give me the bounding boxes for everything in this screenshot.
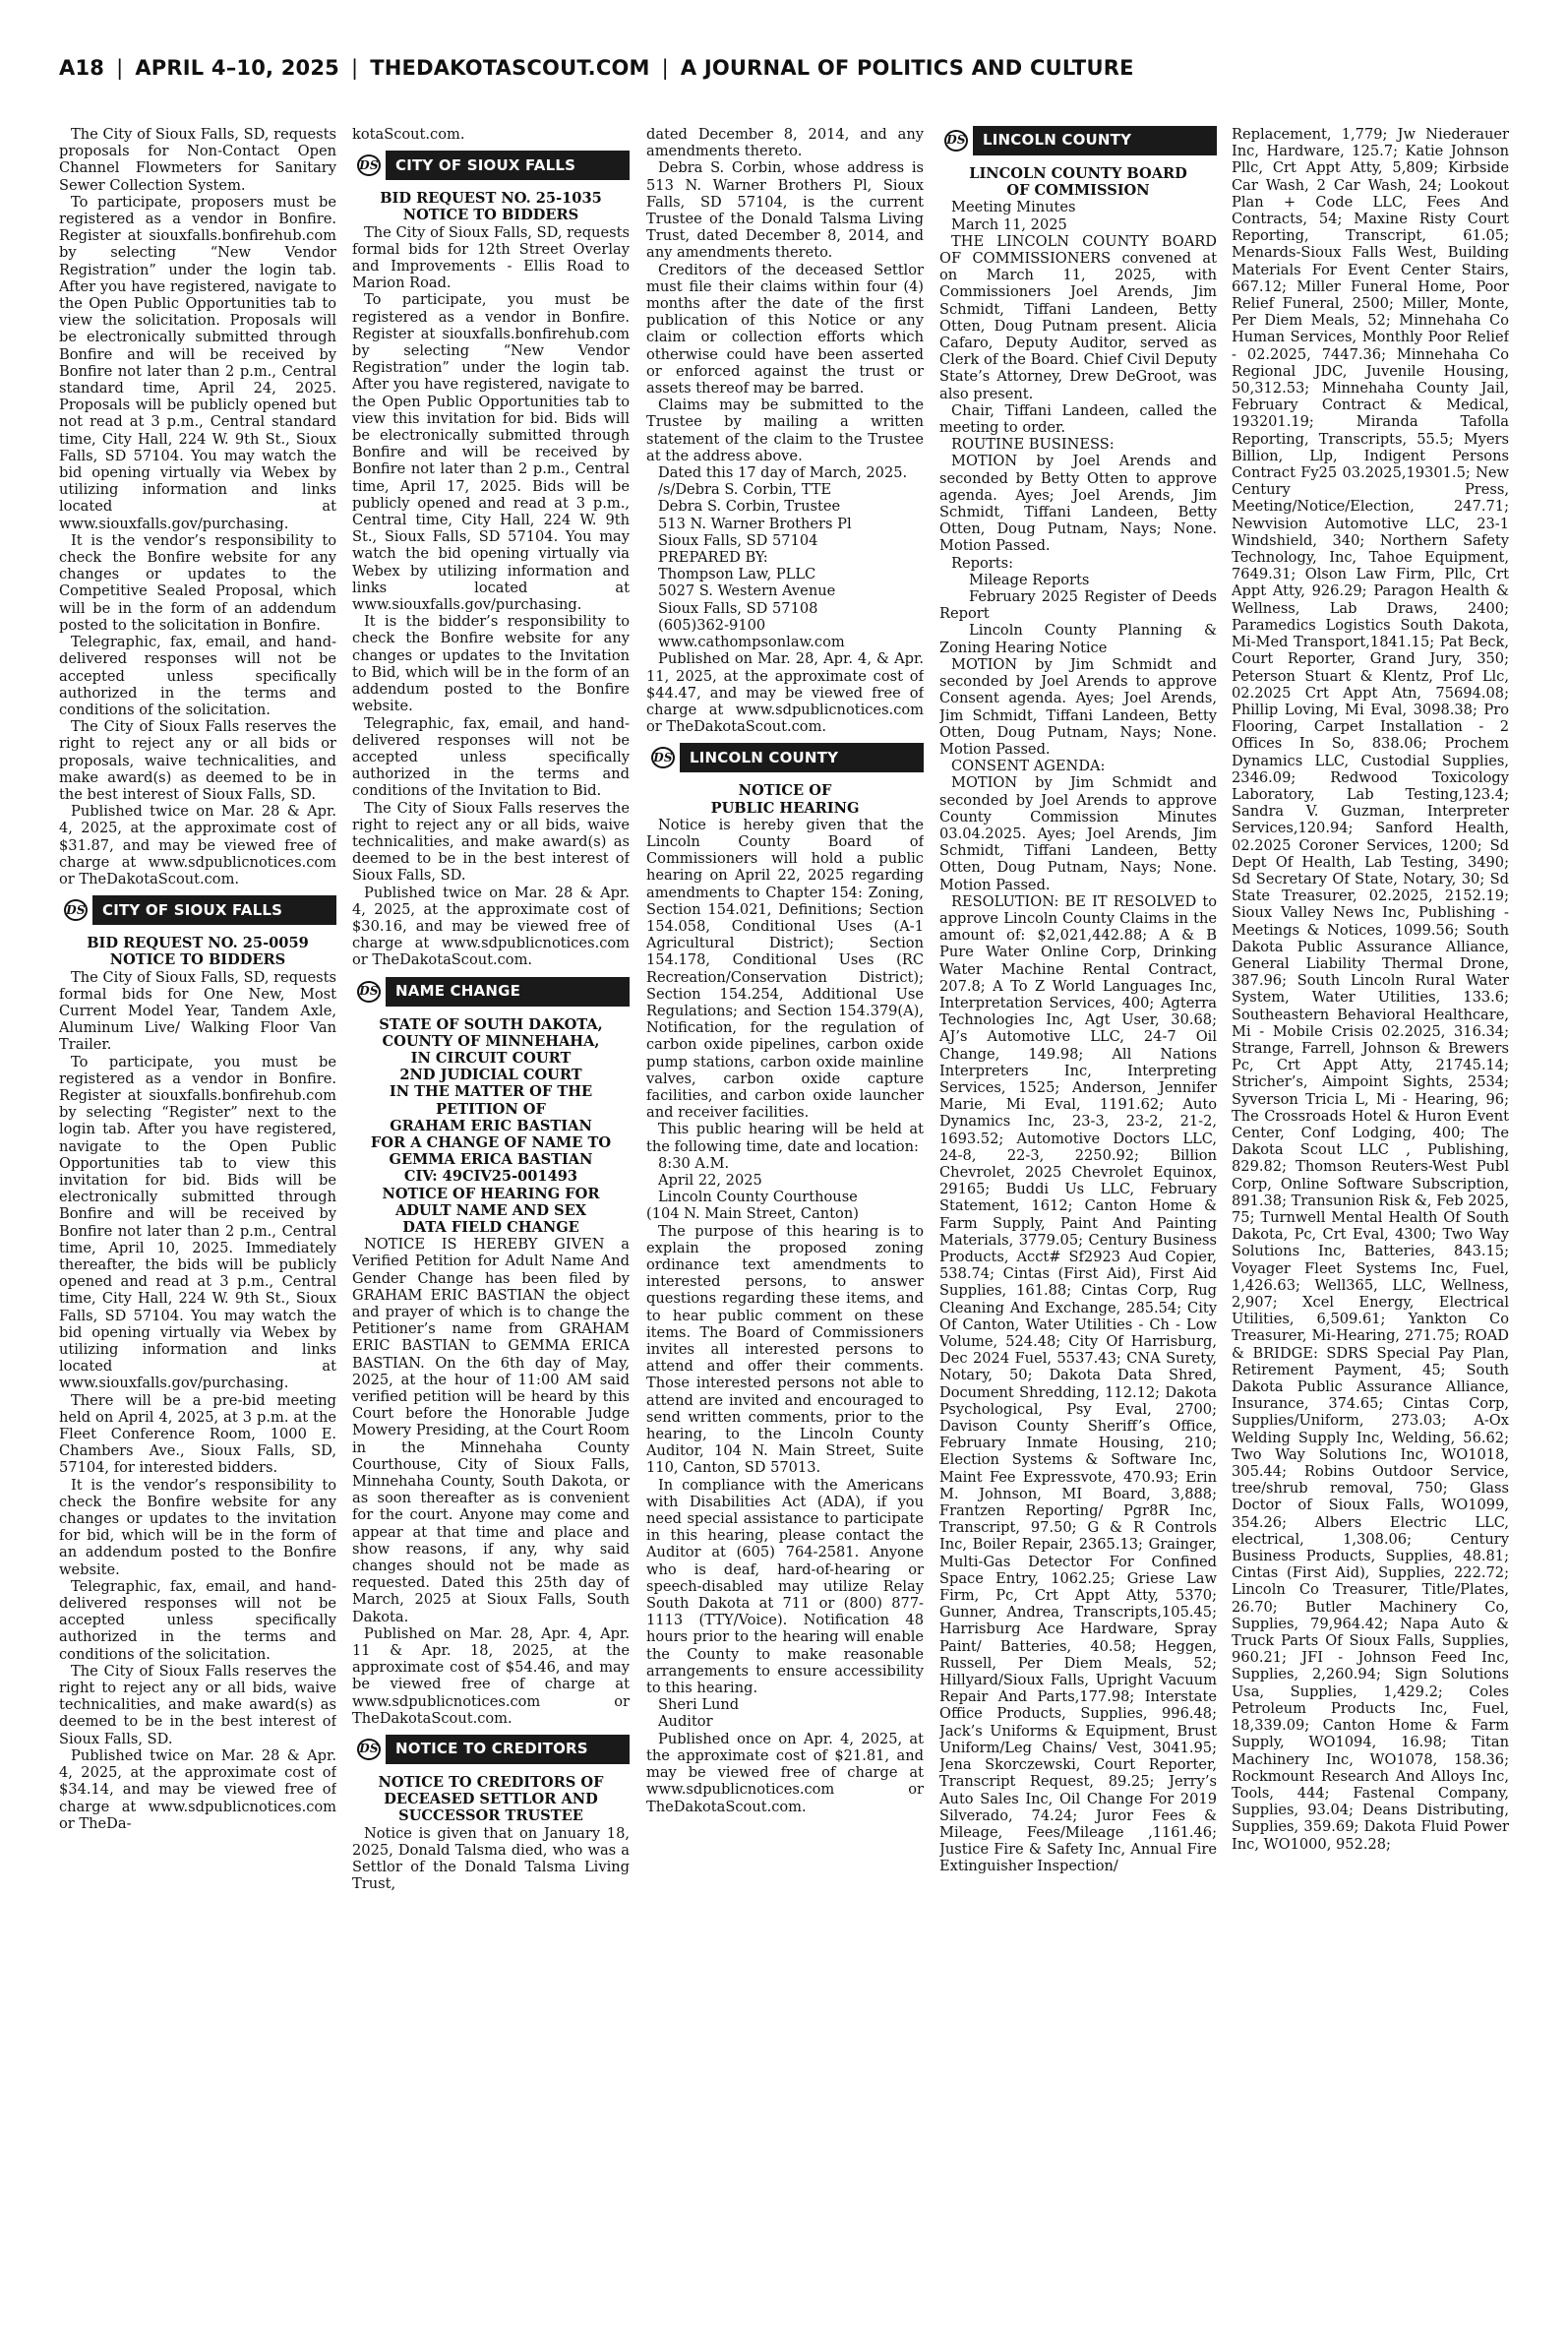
column-5 <box>1232 126 1509 2312</box>
paragraph: MOTION by Jim Schmidt and seconded by Joel Arends to approve Consent agenda. Ayes; Joel Arends, Jim Schmidt, Tiffani Landeen, Betty Otten, Doug Putnam, Nays; None. Motion Passed. <box>939 655 1217 758</box>
paragraph: Published once on Apr. 4, 2025, at the approximate cost of $21.81, and may be viewed free of charge at www.sdpublicnotices.com or TheDakotaScout.com. <box>646 1730 924 1815</box>
notice-heading: CIV: 49CIV25-001493 <box>403 1168 578 1186</box>
paragraph: Telegraphic, fax, email, and hand-delivered responses will not be accepted unless specifically authorized in the terms and conditions of the solicitation. <box>59 1577 336 1663</box>
notice-heading: 2ND JUDICIAL COURT <box>399 1067 582 1084</box>
notice-heading: NOTICE TO BIDDERS <box>402 207 579 224</box>
paragraph: RESOLUTION: BE IT RESOLVED to approve Lincoln County Claims in the amount of: $2,021,442.88; A & B Pure Water Online Corp, Drinking Water Machine Rental Contract, 207.8; A To Z World Languages Inc, Interpretation Services, 400; Agterra Technologies Inc, Agt User, 30.68; AJ’s Automotive LLC, 24-7 Oil Change, 149.98; All Nations Interpreters Inc, Interpreting Services, 1525; Anderson, Jennifer Marie, Mi Eval, 1191.62; Auto Dynamics Inc, 23-3, 23-2, 21-2, 1693.52; Automotive Doctors LLC, 24-8, 22-3, 2250.92; Billion Chevrolet, 2025 Chevrolet Equinox, 29165; Buddi Us LLC, February Statement, 1612; Canton Home & Farm Supply, Paint And Painting Materials, 3779.05; Century Business Products, Acct# Sf2923 Aud Copier, 538.74; Cintas (First Aid), First Aid Supplies, 161.88; Cintas Corp, Rug Cleaning And Exchange, 285.54; City Of Canton, Water Utilities - Ch - Low Volume, 524.48; City Of Harrisburg, Dec 2024 Fuel, 5537.43; CNA Surety, Notary, 50; Dakota Data Shred, Document Shredding, 112.12; Dakota Psychological, Psy Eval, 2700; Davison County Sheriff’s Office, February Inmate Housing, 210; Election Systems & Software Inc, Maint Fee Expressvote, 470.93; Erin M. Johnson, MI Board, 3,888; Frantzen Reporting/ Pgr8R Inc, Transcript, 97.50; G & R Controls Inc, Boiler Repair, 2365.13; Grainger, Multi-Gas Detector For Confined Space Entry, 1062.25; Griese Law Firm, Pc, Crt Appt Atty, 5370; Gunner, Andrea, Transcripts,105.45; Harrisburg Ace Hardware, Spray Paint/ Batteries, 40.58; Heggen, Russell, Per Diem Meals, 52; Hillyard/Sioux Falls, Upright Vacuum Repair And Parts,177.98; Interstate Office Products, Supplies, 996.48; Jack’s Uniforms & Equipment, Brust Uniform/Leg Chains/ Vest, 3041.95; Jena Skorczewski, Court Reporter, Transcript Request, 89.25; Jerry’s Auto Sales Inc, Oil Change For 2019 Silverado, 74.24; Juror Fees & Mileage, Fees/Mileage ,1161.46; Justice Fire & Safety Inc, Annual Fire Extinguisher Inspection/ <box>939 892 1217 1875</box>
paragraph: The City of Sioux Falls reserves the right to reject any or all bids, waive technicalities, and make award(s) as deemed to be in the best interest of Sioux Falls, SD. <box>352 799 630 885</box>
column-3 <box>646 126 924 2312</box>
column-4 <box>939 126 1217 2312</box>
scout-logo-icon: DS <box>59 895 92 925</box>
paragraph: This public hearing will be held at the following time, date and location: <box>646 1121 924 1155</box>
column-2 <box>352 126 630 2312</box>
paragraph: Published on Mar. 28, Apr. 4, Apr. 11 & Apr. 18, 2025, at the approximate cost of $54.46, and may be viewed free of charge at www.sdpublicnotices.com or TheDakotaScout.com. <box>352 1624 630 1727</box>
signature-line: (605)362-9100 <box>658 616 766 634</box>
paragraph: THE LINCOLN COUNTY BOARD OF COMMISSIONERS convened at on March 11, 2025, with Commissioners Joel Arends, Jim Schmidt, Tiffani Landeen, Betty Otten, Doug Putnam present. Alicia Cafaro, Deputy Auditor, served as Clerk of the Board. Chief Civil Deputy State’s Attorney, Drew DeGroot, was also present. <box>939 232 1217 402</box>
paragraph: The City of Sioux Falls reserves the right to reject any or all bids or proposals, waive technicalities, and make award(s) as deemed to be in the best interest of Sioux Falls, SD. <box>59 718 336 803</box>
paragraph: Replacement, 1,779; Jw Niederauer Inc, Hardware, 125.7; Katie Johnson Pllc, Crt Appt Atty, 5,809; Kirbside Car Wash, 2 Car Wash, 24; Lookout Plan + Code LLC, Fees And Contracts, 54; Maxine Risty Court Reporting, Transcript, 61.05; Menards-Sioux Falls West, Building Materials For Event Center Stairs, 667.12; Miller Funeral Home, Poor Relief Funeral, 2500; Miller, Monte, Per Diem Meals, 52; Minnehaha Co Human Services, Monthly Poor Relief - 02.2025, 7447.36; Minnehaha Co Regional JDC, Juvenile Housing, 50,312.53; Minnehaha County Jail, February Contract & Medical, 193201.19; Miranda Tafolla Reporting, Transcripts, 55.5; Myers Billion, Llp, Indigent Persons Contract Fy25 03.2025,19301.5; New Century Press, Meeting/Notice/Election, 247.71; Newvision Automotive LLC, 23-1 Windshield, 340; Northern Safety Technology, Inc, Tahoe Equipment, 7649.31; Olson Law Firm, Pllc, Crt Appt Atty, 926.29; Paragon Health & Wellness, Lab Draws, 2400; Paramedics Logistics South Dakota, Mi-Med Transport,1841.15; Pat Beck, Court Reporter, Grand Jury, 350; Peterson Stuart & Klentz, Prof Llc, 02.2025 Crt Appt Atn, 75694.08; Phillip Loving, Mi Eval, 3098.38; Pro Flooring, Carpet Installation - 2 Offices In So, 838.06; Prochem Dynamics LLC, Custodial Supplies, 2346.09; Redwood Toxicology Laboratory, Lab Testing,123.4; Sandra V. Guzman, Interpreter Services,120.94; Sanford Health, 02.2025 Coroner Services, 1200; Sd Dept Of Health, Lab Testing, 3490; Sd Secretary Of State, Notary, 30; Sd State Treasurer, 02.2025, 2152.19; Sioux Valley News Inc, Publishing - Meetings & Notices, 1099.56; South Dakota Public Assurance Alliance, General Liability Thermal Drone, 387.96; South Lincoln Rural Water System, Water Utilities, 133.6; Southeastern Behavioral Healthcare, Mi - Mobile Crisis 02.2025, 316.34; Strange, Farrell, Johnson & Brewers Pc, Crt Appt Atty, 21745.14; Stricher’s, Aimpoint Sights, 2534; Syverson Tricia L, Mi - Hearing, 96; The Crossroads Hotel & Huron Event Center, Conf Lodging, 400; The Dakota Scout LLC , Publishing, 829.82; Thomson Reuters-West Publ Corp, Online Software Subscription, 891.38; Transunion Risk &, Feb 2025, 75; Turnwell Mental Health Of South Dakota, Pc, Crt Eval, 4300; Two Way Solutions Inc, Batteries, 843.15; Voyager Fleet Systems Inc, Fuel, 1,426.63; Well365, LLC, Wellness, 2,907; Xcel Energy, Electrical Utilities, 6,509.61; Yankton Co Treasurer, Mi-Hearing, 271.75; ROAD & BRIDGE: SDRS Special Pay Plan, Retirement Payment, 45; South Dakota Public Assurance Alliance, Insurance, 374.65; Cintas Corp, Supplies/Uniform, 273.03; A-Ox Welding Supply Inc, Welding, 56.62; Two Way Solutions Inc, WO1018, 305.44; Robins Outdoor Service, tree/shrub removal, 750; Glass Doctor of Sioux Falls, WO1099, 354.26; Albers Electric LLC, electrical, 1,308.06; Century Business Products, Supplies, 48.81; Cintas (First Aid), Supplies, 222.72; Lincoln Co Treasurer, Title/Plates, 26.70; Butler Machinery Co, Supplies, 79,964.42; Napa Auto & Truck Parts Of Sioux Falls, Supplies, 960.21; JFI - Johnson Feed Inc, Supplies, 2,260.94; Sign Solutions Usa, Supplies, 1,429.2; Coles Petroleum Products Inc, Fuel, 18,339.09; Canton Home & Farm Supply, WO1094, 16.98; Titan Machinery Inc, WO1078, 158.36; Rockmount Research And Alloys Inc, Tools, 444; Fastenal Company, Supplies, 93.04; Deans Distributing, Supplies, 359.69; Dakota Fluid Power Inc, WO1000, 952.28; <box>1232 126 1509 1853</box>
page-number: A18 <box>59 56 105 80</box>
section-bar-name-change <box>352 977 630 1007</box>
paragraph: kotaScout.com. <box>352 126 465 143</box>
scout-logo-icon: DS <box>352 977 386 1007</box>
signature-line: April 22, 2025 <box>658 1171 762 1189</box>
paragraph: Dated this 17 day of March, 2025. <box>658 464 908 482</box>
paragraph: It is the vendor’s responsibility to check the Bonfire website for any changes or updates to the invitation for bid, which will be in the form of an addendum posted to the Bonfire website. <box>59 1476 336 1578</box>
notice-heading: NOTICE TO BIDDERS <box>109 951 286 969</box>
paragraph: Telegraphic, fax, email, and hand-delivered responses will not be accepted unless specifically authorized in the terms and conditions of the Invitation to Bid. <box>352 714 630 800</box>
signature-line: Lincoln County Courthouse <box>658 1189 858 1206</box>
masthead-separator: | <box>116 56 124 80</box>
paragraph: The City of Sioux Falls, SD, requests proposals for Non-Contact Open Channel Flowmeters for Sanitary Sewer Collection System. <box>59 126 336 194</box>
notice-heading: PETITION OF <box>436 1100 546 1118</box>
signature-line: March 11, 2025 <box>951 215 1067 233</box>
notice-heading: BID REQUEST NO. 25-0059 <box>87 935 309 952</box>
signature-line: www.cathompsonlaw.com <box>658 634 845 651</box>
issue-date: APRIL 4–10, 2025 <box>135 56 339 80</box>
paragraph: Chair, Tiffani Landeen, called the meeting to order. <box>939 401 1217 437</box>
signature-line: 8:30 A.M. <box>658 1154 730 1172</box>
paragraph: There will be a pre-bid meeting held on April 4, 2025, at 3 p.m. at the Fleet Conference Room, 1000 E. Chambers Ave., Sioux Falls, SD, 57104, for interested bidders. <box>59 1391 336 1477</box>
section-bar-lincoln-county <box>939 126 1217 155</box>
paragraph: Published twice on Mar. 28 & Apr. 4, 2025, at the approximate cost of $31.87, and may be viewed free of charge at www.sdpublicnotices.com or TheDakotaScout.com. <box>59 803 336 887</box>
paragraph: CONSENT AGENDA: <box>951 758 1106 775</box>
notice-heading: ADULT NAME AND SEX <box>394 1201 587 1219</box>
notice-heading: COUNTY OF MINNEHAHA, <box>382 1032 600 1050</box>
notice-heading: PUBLIC HEARING <box>710 799 860 817</box>
notice-heading: IN CIRCUIT COURT <box>410 1049 572 1067</box>
legal-notices-columns <box>59 126 1509 2312</box>
tagline: A JOURNAL OF POLITICS AND CULTURE <box>680 56 1134 80</box>
signature-line: Debra S. Corbin, Trustee <box>658 498 841 516</box>
scout-logo-icon: DS <box>646 743 680 772</box>
column-1 <box>59 126 336 2312</box>
notice-heading: GEMMA ERICA BASTIAN <box>389 1151 593 1169</box>
scout-logo-icon: DS <box>352 151 386 180</box>
paragraph: To participate, you must be registered as a vendor in Bonfire. Register at siouxfalls.bonfirehub.com by selecting “New Vendor Registration” under the login tab. After you have registered, navigate to the Open Public Opportunities tab to view this invitation for bid. Bids will be electronically submitted through Bonfire and will be received by Bonfire not later than 2 p.m., Central time, April 17, 2025. Bids will be publicly opened and read at 3 p.m., Central time, City Hall, 224 W. 9th St., Sioux Falls, SD 57104. You may watch the bid opening virtually via Webex by utilizing information and links located at www.siouxfalls.gov/purchasing. <box>352 291 630 614</box>
signature-line: Sioux Falls, SD 57108 <box>658 599 818 617</box>
signature-line: PREPARED BY: <box>658 549 768 567</box>
report-item: February 2025 Register of Deeds Report <box>939 588 1217 623</box>
paragraph: In compliance with the Americans with Disabilities Act (ADA), if you need special assistance to participate in this hearing, please contact the Auditor at (605) 764-2581. Anyone who is deaf, hard-of-hearing or speech-disabled may utilize Relay South Dakota at 711 or (800) 877-1113 (TTY/Voice). Notification 48 hours prior to the hearing will enable the County to make reasonable arrangements to ensure accessibility to this hearing. <box>646 1476 924 1697</box>
masthead-separator: | <box>661 56 669 80</box>
signature-line: Auditor <box>658 1713 713 1731</box>
signature-line: Thompson Law, PLLC <box>658 566 816 583</box>
notice-heading: LINCOLN COUNTY BOARD <box>969 165 1187 182</box>
report-item: Mileage Reports <box>969 571 1090 588</box>
paragraph: The purpose of this hearing is to explain the proposed zoning ordinance text amendments to interested persons, to answer questions regarding these items, and to hear public comment on these items. The Board of Commissioners invites all interested persons to attend and offer their comments. Those interested persons not able to attend are invited and encouraged to send written comments, prior to the hearing, to the Lincoln County Auditor, 104 N. Main Street, Suite 110, Canton, SD 57013. <box>646 1222 924 1477</box>
section-bar-notice-to-creditors <box>352 1735 630 1764</box>
notice-heading: SUCCESSOR TRUSTEE <box>398 1807 583 1825</box>
section-bar-city-of-sioux-falls <box>352 151 630 180</box>
section-bar-label: NAME CHANGE <box>395 981 521 1000</box>
paragraph: Notice is given that on January 18, 2025, Donald Talsma died, who was a Settlor of the Donald Talsma Living Trust, <box>352 1824 630 1893</box>
paragraph: Debra S. Corbin, whose address is 513 N. Warner Brothers Pl, Sioux Falls, SD 57104, is the current Trustee of the Donald Talsma Living Trust, dated December 8, 2014, and any amendments thereto. <box>646 159 924 262</box>
signature-line: 513 N. Warner Brothers Pl <box>658 515 852 532</box>
signature-line: Sheri Lund <box>658 1696 740 1714</box>
paragraph: ROUTINE BUSINESS: <box>951 436 1115 454</box>
masthead <box>59 51 1509 85</box>
scout-logo-icon: DS <box>939 126 973 155</box>
paragraph: Claims may be submitted to the Trustee by mailing a written statement of the claim to the Trustee at the address above. <box>646 397 924 464</box>
section-bar-lincoln-county <box>646 743 924 772</box>
paragraph: The City of Sioux Falls reserves the right to reject any or all bids, waive technicalities, and make award(s) as deemed to be in the best interest of Sioux Falls, SD. <box>59 1662 336 1747</box>
notice-heading: BID REQUEST NO. 25-1035 <box>380 190 602 208</box>
notice-heading: DATA FIELD CHANGE <box>402 1218 579 1236</box>
paragraph: To participate, you must be registered as a vendor in Bonfire. Register at siouxfalls.bonfirehub.com by selecting “Register” next to the login tab. After you have registered, navigate to the Open Public Opportunities tab to view this invitation for bid. Bids will be electronically submitted through Bonfire and will be received by Bonfire not later than 2 p.m., Central time, April 10, 2025. Immediately thereafter, the bids will be publicly opened and read at 3 p.m., Central time, City Hall, 224 W. 9th St., Sioux Falls, SD 57104. You may watch the bid opening virtually via Webex by utilizing information and links located at www.siouxfalls.gov/purchasing. <box>59 1053 336 1392</box>
notice-heading: NOTICE OF <box>738 782 832 800</box>
paragraph: Reports: <box>951 554 1013 572</box>
signature-line: /s/Debra S. Corbin, TTE <box>658 481 832 499</box>
notice-heading: OF COMMISSION <box>1006 182 1150 200</box>
paragraph: Published twice on Mar. 28 & Apr. 4, 2025, at the approximate cost of $34.14, and may be viewed free of charge at www.sdpublicnotices.com or TheDa- <box>59 1746 336 1832</box>
signature-line: 5027 S. Western Avenue <box>658 582 836 600</box>
paragraph: MOTION by Jim Schmidt and seconded by Joel Arends to approve County Commission Minutes 03.04.2025. Ayes; Joel Arends, Jim Schmidt, Tiffani Landeen, Betty Otten, Doug Putnam, Nays; None. Motion Passed. <box>939 774 1217 893</box>
section-bar-city-of-sioux-falls <box>59 895 336 925</box>
paragraph: MOTION by Joel Arends and seconded by Betty Otten to approve agenda. Ayes; Joel Arends, Jim Schmidt, Tiffani Landeen, Betty Otten, Doug Putnam, Nays; None. Motion Passed. <box>939 453 1217 555</box>
paragraph: The City of Sioux Falls, SD, requests formal bids for 12th Street Overlay and Improvements - Ellis Road to Marion Road. <box>352 223 630 292</box>
paragraph: NOTICE IS HEREBY GIVEN a Verified Petition for Adult Name And Gender Change has been filed by GRAHAM ERIC BASTIAN the object and prayer of which is to change the Petitioner’s name from GRAHAM ERIC BASTIAN to GEMMA ERICA BASTIAN. On the 6th day of May, 2025, at the hour of 11:00 AM said verified petition will be heard by this Court before the Honorable Judge Mowery Presiding, at the Court Room in the Minnehaha County Courthouse, City of Sioux Falls, Minnehaha County, South Dakota, or as soon thereafter as is convenient for the court. Anyone may come and appear at that time and place and show reasons, if any, why said changes should not be made as requested. Dated this 25th day of March, 2025 at Sioux Falls, South Dakota. <box>352 1236 630 1625</box>
section-bar-label: NOTICE TO CREDITORS <box>395 1740 588 1758</box>
section-bar-label: CITY OF SIOUX FALLS <box>395 155 576 174</box>
paragraph: dated December 8, 2014, and any amendments thereto. <box>646 126 924 160</box>
paragraph: Published twice on Mar. 28 & Apr. 4, 2025, at the approximate cost of $30.16, and may be viewed free of charge at www.sdpublicnotices.com or TheDakotaScout.com. <box>352 884 630 969</box>
paragraph: Published on Mar. 28, Apr. 4, & Apr. 11, 2025, at the approximate cost of $44.47, and may be viewed free of charge at www.sdpublicnotices.com or TheDakotaScout.com. <box>646 650 924 736</box>
notice-heading: STATE OF SOUTH DAKOTA, <box>379 1015 603 1033</box>
notice-heading: NOTICE OF HEARING FOR <box>382 1185 600 1202</box>
section-bar-label: CITY OF SIOUX FALLS <box>102 900 283 919</box>
notice-heading: FOR A CHANGE OF NAME TO <box>370 1133 612 1151</box>
paragraph: Telegraphic, fax, email, and hand-delivered responses will not be accepted unless specifically authorized in the terms and conditions of the solicitation. <box>59 634 336 718</box>
paragraph: It is the vendor’s responsibility to check the Bonfire website for any changes or updates to the Competitive Sealed Proposal, which will be in the form of an addendum posted to the solicitation in Bonfire. <box>59 531 336 634</box>
signature-line: Meeting Minutes <box>951 199 1076 216</box>
paragraph: To participate, proposers must be registered as a vendor in Bonfire. Register at siouxfalls.bonfirehub.com by selecting “New Vendor Registration” under the login tab. After you have registered, navigate to the Open Public Opportunities tab to view the solicitation. Proposals will be electronically submitted through Bonfire and will be received by Bonfire not later than 2 p.m., Central standard time, April 24, 2025. Proposals will be publicly opened but not read at 3 p.m., Central standard time, City Hall, 224 W. 9th St., Sioux Falls, SD 57104. You may watch the bid opening virtually via Webex by utilizing information and links located at www.siouxfalls.gov/purchasing. <box>59 193 336 532</box>
paragraph: The City of Sioux Falls, SD, requests formal bids for One New, Most Current Model Year, Tandem Axle, Aluminum Live/ Walking Floor Van Trailer. <box>59 968 336 1054</box>
section-bar-label: LINCOLN COUNTY <box>983 131 1132 150</box>
paragraph: It is the bidder’s responsibility to check the Bonfire website for any changes or updates to the Invitation to Bid, which will be in the form of an addendum posted to the Bonfire website. <box>352 613 630 715</box>
notice-heading: IN THE MATTER OF THE <box>389 1083 593 1101</box>
scout-logo-icon: DS <box>352 1735 386 1764</box>
signature-line: Sioux Falls, SD 57104 <box>658 531 818 549</box>
signature-line: (104 N. Main Street, Canton) <box>646 1205 859 1223</box>
notice-heading: GRAHAM ERIC BASTIAN <box>390 1117 592 1134</box>
notice-heading: DECEASED SETTLOR AND <box>384 1791 598 1808</box>
site-name: THEDAKOTASCOUT.COM <box>370 56 650 80</box>
report-item: Lincoln County Planning & Zoning Hearing Notice <box>939 622 1217 656</box>
notice-heading: NOTICE TO CREDITORS OF <box>378 1774 604 1792</box>
section-bar-label: LINCOLN COUNTY <box>690 748 839 766</box>
paragraph: Creditors of the deceased Settlor must file their claims within four (4) months after the date of the first publication of this Notice or any claim or collection efforts which otherwise could have been asserted or enforced against the trust or assets thereof may be barred. <box>646 261 924 398</box>
paragraph: Notice is hereby given that the Lincoln County Board of Commissioners will hold a public hearing on April 22, 2025 regarding amendments to Chapter 154: Zoning, Section 154.021, Definitions; Section 154.058, Conditional Uses (A-1 Agricultural District); Section 154.178, Conditional Uses (RC Recreation/Conservation District); Section 154.254, Additional Use Regulations; and Section 154.379(A), Notification, for the regulation of carbon oxide pipelines, carbon oxide pump stations, carbon oxide mainline valves, carbon oxide capture facilities, and carbon oxide launcher and receiver facilities. <box>646 816 924 1122</box>
masthead-separator: | <box>350 56 359 80</box>
